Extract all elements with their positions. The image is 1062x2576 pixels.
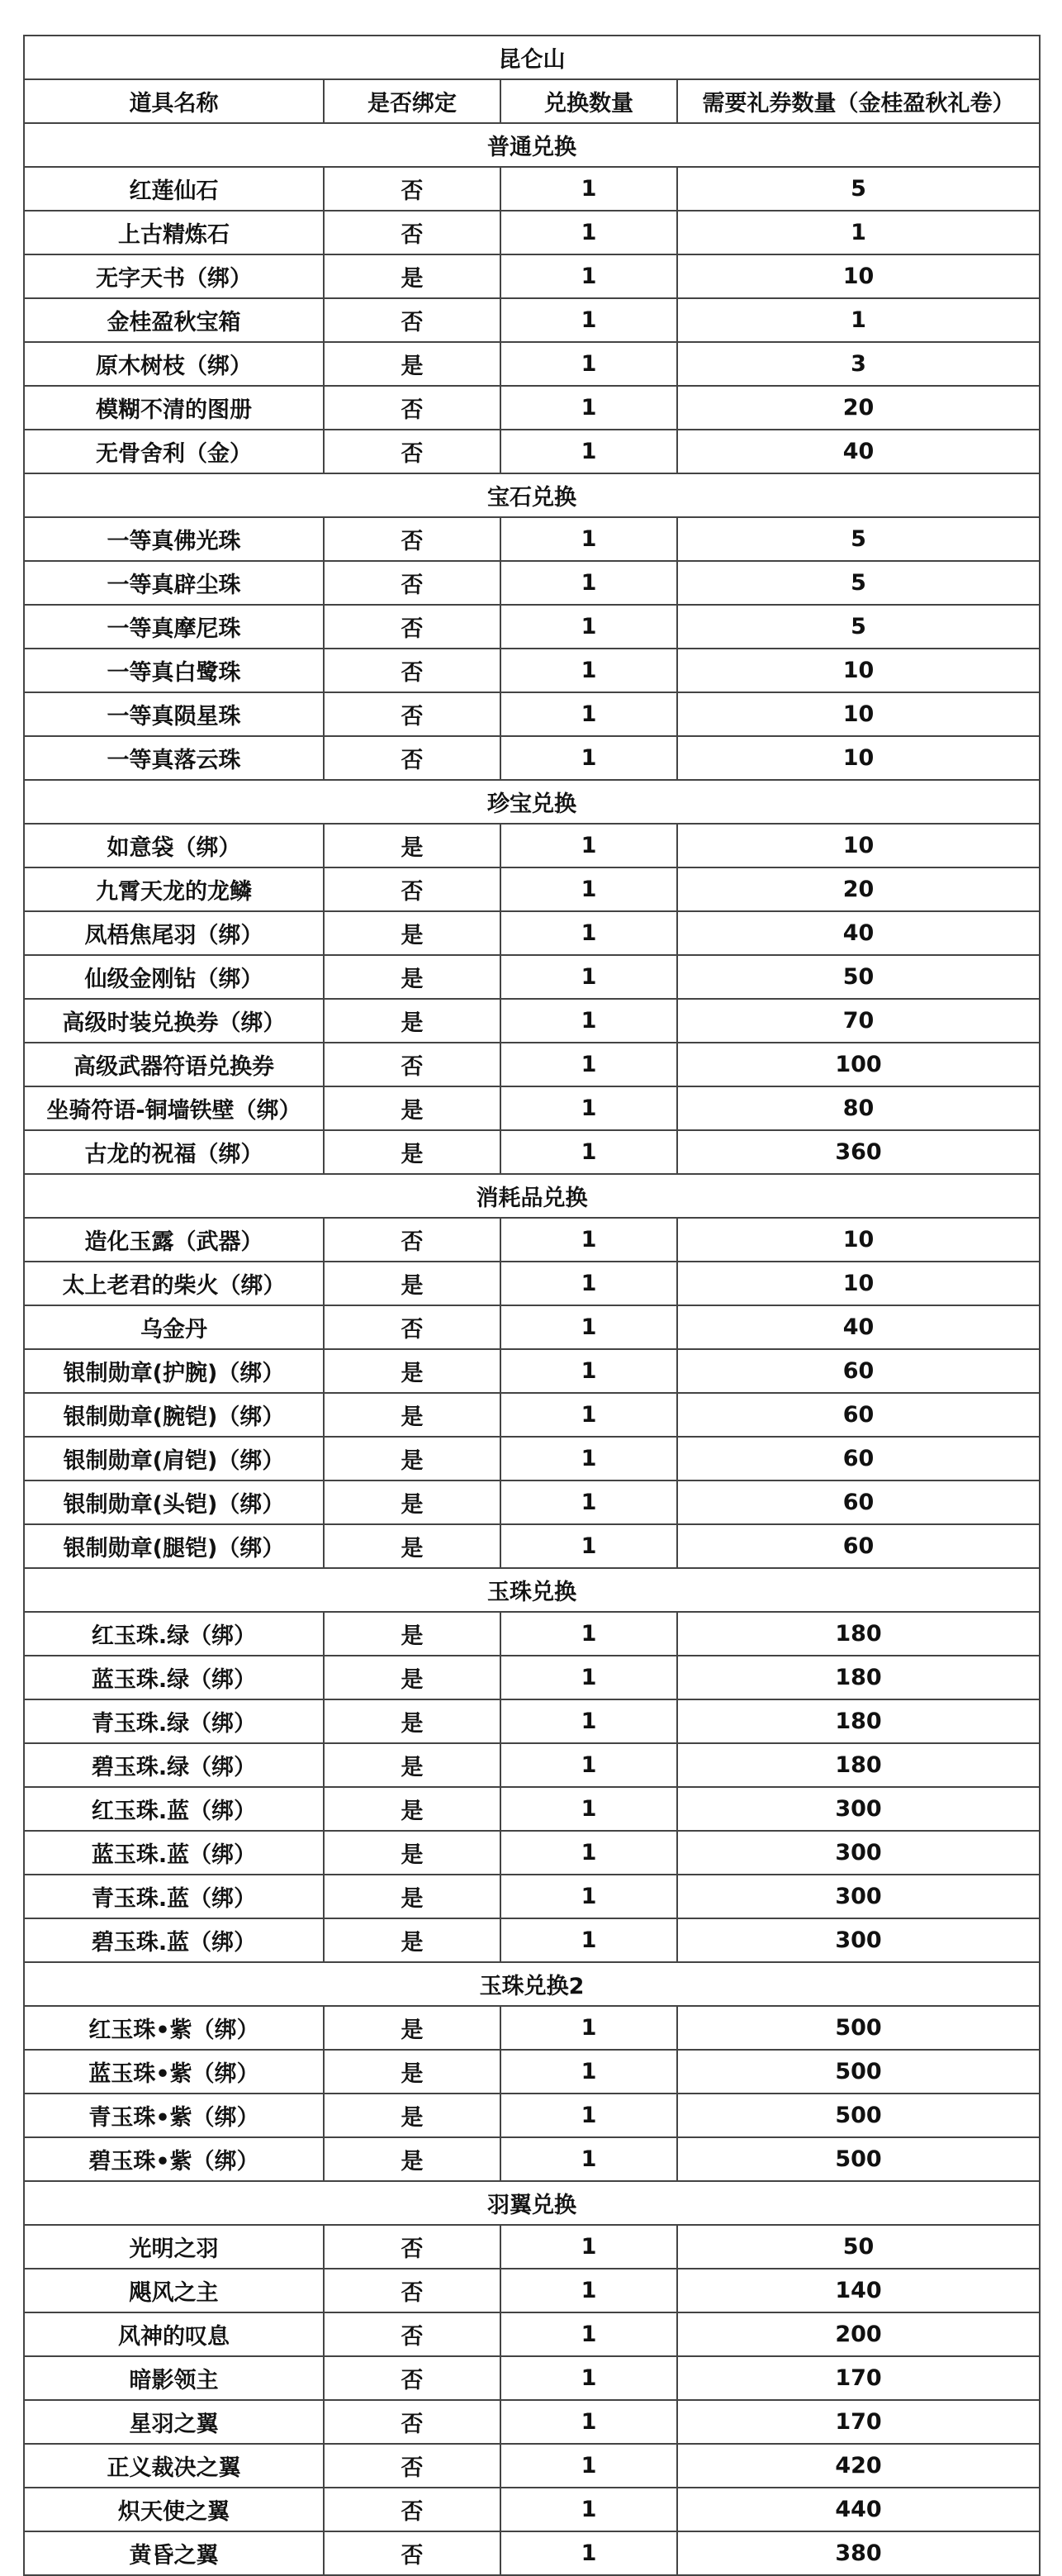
cost-cell: 170	[677, 2400, 1040, 2444]
cost-cell: 380	[677, 2531, 1040, 2575]
quantity-cell: 1	[500, 2137, 677, 2181]
bound-cell: 是	[324, 824, 500, 867]
section-row	[24, 2181, 1040, 2225]
bound-cell: 是	[324, 1393, 500, 1437]
cost-cell: 40	[677, 430, 1040, 473]
table-row	[24, 1875, 1040, 1918]
section-title: 珍宝兑换	[24, 780, 1040, 824]
item-name-cell: 暗影领主	[24, 2356, 324, 2400]
cost-cell: 40	[677, 1305, 1040, 1349]
title-row	[24, 36, 1040, 79]
quantity-cell: 1	[500, 736, 677, 780]
quantity-cell: 1	[500, 2444, 677, 2488]
table-row	[24, 2400, 1040, 2444]
bound-cell: 是	[324, 254, 500, 298]
bound-cell: 是	[324, 1787, 500, 1831]
item-name-cell: 光明之羽	[24, 2225, 324, 2269]
table-row	[24, 692, 1040, 736]
cost-cell: 10	[677, 649, 1040, 692]
table-row	[24, 1699, 1040, 1743]
table-row	[24, 561, 1040, 605]
item-name-cell: 银制勋章(肩铠)（绑）	[24, 1437, 324, 1480]
item-name-cell: 乌金丹	[24, 1305, 324, 1349]
item-name-cell: 高级武器符语兑换券	[24, 1043, 324, 1086]
header-quantity: 兑换数量	[500, 79, 677, 123]
table-row	[24, 1831, 1040, 1875]
item-name-cell: 银制勋章(腕铠)（绑）	[24, 1393, 324, 1437]
bound-cell: 是	[324, 1875, 500, 1918]
bound-cell: 否	[324, 2531, 500, 2575]
exchange-table-body	[24, 36, 1040, 2575]
item-name-cell: 古龙的祝福（绑）	[24, 1130, 324, 1174]
table-row	[24, 2356, 1040, 2400]
header-bound: 是否绑定	[324, 79, 500, 123]
table-row	[24, 1524, 1040, 1568]
section-title: 玉珠兑换	[24, 1568, 1040, 1612]
quantity-cell: 1	[500, 1043, 677, 1086]
table-row	[24, 1262, 1040, 1305]
section-row	[24, 1962, 1040, 2006]
cost-cell: 20	[677, 867, 1040, 911]
item-name-cell: 青玉珠.绿（绑）	[24, 1699, 324, 1743]
item-name-cell: 仙级金刚钻（绑）	[24, 955, 324, 999]
quantity-cell: 1	[500, 1831, 677, 1875]
quantity-cell: 1	[500, 561, 677, 605]
bound-cell: 是	[324, 1086, 500, 1130]
item-name-cell: 红玉珠.蓝（绑）	[24, 1787, 324, 1831]
bound-cell: 否	[324, 736, 500, 780]
table-row	[24, 1743, 1040, 1787]
cost-cell: 60	[677, 1524, 1040, 1568]
quantity-cell: 1	[500, 1875, 677, 1918]
quantity-cell: 1	[500, 824, 677, 867]
quantity-cell: 1	[500, 2400, 677, 2444]
item-name-cell: 上古精炼石	[24, 211, 324, 254]
cost-cell: 10	[677, 736, 1040, 780]
section-title: 玉珠兑换2	[24, 1962, 1040, 2006]
table-row	[24, 2050, 1040, 2094]
table-row	[24, 1437, 1040, 1480]
cost-cell: 10	[677, 1218, 1040, 1262]
item-name-cell: 飓风之主	[24, 2269, 324, 2312]
item-name-cell: 银制勋章(护腕)（绑）	[24, 1349, 324, 1393]
quantity-cell: 1	[500, 342, 677, 386]
table-row	[24, 211, 1040, 254]
table-row	[24, 824, 1040, 867]
bound-cell: 否	[324, 2444, 500, 2488]
item-name-cell: 红莲仙石	[24, 167, 324, 211]
quantity-cell: 1	[500, 692, 677, 736]
bound-cell: 是	[324, 1130, 500, 1174]
table-row	[24, 2137, 1040, 2181]
section-row	[24, 1568, 1040, 1612]
quantity-cell: 1	[500, 2225, 677, 2269]
quantity-cell: 1	[500, 1699, 677, 1743]
table-row	[24, 386, 1040, 430]
item-name-cell: 蓝玉珠•紫（绑）	[24, 2050, 324, 2094]
bound-cell: 否	[324, 692, 500, 736]
bound-cell: 否	[324, 2400, 500, 2444]
cost-cell: 40	[677, 911, 1040, 955]
bound-cell: 是	[324, 911, 500, 955]
quantity-cell: 1	[500, 2312, 677, 2356]
table-row	[24, 2444, 1040, 2488]
cost-cell: 50	[677, 2225, 1040, 2269]
cost-cell: 10	[677, 254, 1040, 298]
section-title: 羽翼兑换	[24, 2181, 1040, 2225]
cost-cell: 3	[677, 342, 1040, 386]
header-cost: 需要礼券数量（金桂盈秋礼卷）	[677, 79, 1040, 123]
quantity-cell: 1	[500, 955, 677, 999]
section-title: 普通兑换	[24, 123, 1040, 167]
cost-cell: 60	[677, 1349, 1040, 1393]
bound-cell: 是	[324, 1918, 500, 1962]
cost-cell: 60	[677, 1393, 1040, 1437]
header-item-name: 道具名称	[24, 79, 324, 123]
quantity-cell: 1	[500, 1524, 677, 1568]
item-name-cell: 碧玉珠.绿（绑）	[24, 1743, 324, 1787]
bound-cell: 是	[324, 2137, 500, 2181]
cost-cell: 5	[677, 561, 1040, 605]
bound-cell: 否	[324, 298, 500, 342]
item-name-cell: 太上老君的柴火（绑）	[24, 1262, 324, 1305]
item-name-cell: 一等真辟尘珠	[24, 561, 324, 605]
cost-cell: 80	[677, 1086, 1040, 1130]
cost-cell: 180	[677, 1656, 1040, 1699]
table-row	[24, 999, 1040, 1043]
bound-cell: 是	[324, 2094, 500, 2137]
item-name-cell: 碧玉珠.蓝（绑）	[24, 1918, 324, 1962]
quantity-cell: 1	[500, 2094, 677, 2137]
cost-cell: 300	[677, 1787, 1040, 1831]
quantity-cell: 1	[500, 386, 677, 430]
quantity-cell: 1	[500, 2488, 677, 2531]
table-row	[24, 517, 1040, 561]
item-name-cell: 正义裁决之翼	[24, 2444, 324, 2488]
quantity-cell: 1	[500, 1393, 677, 1437]
quantity-cell: 1	[500, 1218, 677, 1262]
cost-cell: 500	[677, 2137, 1040, 2181]
bound-cell: 是	[324, 1524, 500, 1568]
bound-cell: 否	[324, 1218, 500, 1262]
cost-cell: 300	[677, 1875, 1040, 1918]
item-name-cell: 一等真陨星珠	[24, 692, 324, 736]
cost-cell: 20	[677, 386, 1040, 430]
table-row	[24, 867, 1040, 911]
cost-cell: 5	[677, 167, 1040, 211]
item-name-cell: 红玉珠•紫（绑）	[24, 2006, 324, 2050]
item-name-cell: 风神的叹息	[24, 2312, 324, 2356]
cost-cell: 70	[677, 999, 1040, 1043]
item-name-cell: 星羽之翼	[24, 2400, 324, 2444]
quantity-cell: 1	[500, 211, 677, 254]
item-name-cell: 红玉珠.绿（绑）	[24, 1612, 324, 1656]
table-row	[24, 1612, 1040, 1656]
cost-cell: 500	[677, 2050, 1040, 2094]
item-name-cell: 青玉珠•紫（绑）	[24, 2094, 324, 2137]
table-row	[24, 1218, 1040, 1262]
item-name-cell: 碧玉珠•紫（绑）	[24, 2137, 324, 2181]
item-name-cell: 青玉珠.蓝（绑）	[24, 1875, 324, 1918]
table-row	[24, 1787, 1040, 1831]
bound-cell: 是	[324, 955, 500, 999]
table-row	[24, 254, 1040, 298]
table-row	[24, 1918, 1040, 1962]
item-name-cell: 一等真摩尼珠	[24, 605, 324, 649]
quantity-cell: 1	[500, 1262, 677, 1305]
table-row	[24, 342, 1040, 386]
bound-cell: 是	[324, 1349, 500, 1393]
table-row	[24, 2312, 1040, 2356]
quantity-cell: 1	[500, 298, 677, 342]
quantity-cell: 1	[500, 1918, 677, 1962]
quantity-cell: 1	[500, 1480, 677, 1524]
bound-cell: 否	[324, 517, 500, 561]
cost-cell: 300	[677, 1831, 1040, 1875]
item-name-cell: 凤梧焦尾羽（绑）	[24, 911, 324, 955]
cost-cell: 170	[677, 2356, 1040, 2400]
bound-cell: 否	[324, 867, 500, 911]
table-row	[24, 298, 1040, 342]
table-row	[24, 1656, 1040, 1699]
quantity-cell: 1	[500, 2006, 677, 2050]
quantity-cell: 1	[500, 254, 677, 298]
table-row	[24, 2006, 1040, 2050]
quantity-cell: 1	[500, 1787, 677, 1831]
bound-cell: 否	[324, 1043, 500, 1086]
quantity-cell: 1	[500, 517, 677, 561]
cost-cell: 10	[677, 824, 1040, 867]
cost-cell: 1	[677, 211, 1040, 254]
quantity-cell: 1	[500, 867, 677, 911]
table-row	[24, 605, 1040, 649]
item-name-cell: 一等真佛光珠	[24, 517, 324, 561]
quantity-cell: 1	[500, 605, 677, 649]
cost-cell: 500	[677, 2006, 1040, 2050]
quantity-cell: 1	[500, 1305, 677, 1349]
bound-cell: 是	[324, 1437, 500, 1480]
cost-cell: 180	[677, 1743, 1040, 1787]
cost-cell: 60	[677, 1480, 1040, 1524]
bound-cell: 否	[324, 561, 500, 605]
bound-cell: 是	[324, 1699, 500, 1743]
exchange-table	[23, 35, 1041, 2576]
quantity-cell: 1	[500, 1130, 677, 1174]
table-row	[24, 955, 1040, 999]
table-row	[24, 1130, 1040, 1174]
bound-cell: 是	[324, 2006, 500, 2050]
bound-cell: 否	[324, 211, 500, 254]
table-row	[24, 1043, 1040, 1086]
bound-cell: 否	[324, 430, 500, 473]
item-name-cell: 银制勋章(腿铠)（绑）	[24, 1524, 324, 1568]
cost-cell: 200	[677, 2312, 1040, 2356]
bound-cell: 否	[324, 605, 500, 649]
table-row	[24, 1349, 1040, 1393]
cost-cell: 100	[677, 1043, 1040, 1086]
table-row	[24, 2225, 1040, 2269]
table-row	[24, 2269, 1040, 2312]
cost-cell: 5	[677, 517, 1040, 561]
bound-cell: 否	[324, 2225, 500, 2269]
bound-cell: 否	[324, 2356, 500, 2400]
bound-cell: 是	[324, 999, 500, 1043]
table-row	[24, 1086, 1040, 1130]
item-name-cell: 九霄天龙的龙鳞	[24, 867, 324, 911]
section-title: 宝石兑换	[24, 473, 1040, 517]
quantity-cell: 1	[500, 649, 677, 692]
bound-cell: 是	[324, 2050, 500, 2094]
section-row	[24, 780, 1040, 824]
cost-cell: 440	[677, 2488, 1040, 2531]
quantity-cell: 1	[500, 1656, 677, 1699]
cost-cell: 300	[677, 1918, 1040, 1962]
item-name-cell: 黄昏之翼	[24, 2531, 324, 2575]
item-name-cell: 原木树枝（绑）	[24, 342, 324, 386]
item-name-cell: 蓝玉珠.绿（绑）	[24, 1656, 324, 1699]
bound-cell: 否	[324, 649, 500, 692]
table-row	[24, 2531, 1040, 2575]
item-name-cell: 如意袋（绑）	[24, 824, 324, 867]
item-name-cell: 蓝玉珠.蓝（绑）	[24, 1831, 324, 1875]
cost-cell: 5	[677, 605, 1040, 649]
item-name-cell: 炽天使之翼	[24, 2488, 324, 2531]
bound-cell: 否	[324, 1305, 500, 1349]
cost-cell: 500	[677, 2094, 1040, 2137]
item-name-cell: 无字天书（绑）	[24, 254, 324, 298]
bound-cell: 否	[324, 386, 500, 430]
section-row	[24, 123, 1040, 167]
section-row	[24, 473, 1040, 517]
quantity-cell: 1	[500, 1086, 677, 1130]
table-row	[24, 1305, 1040, 1349]
bound-cell: 是	[324, 1612, 500, 1656]
table-row	[24, 2094, 1040, 2137]
quantity-cell: 1	[500, 1612, 677, 1656]
table-row	[24, 911, 1040, 955]
quantity-cell: 1	[500, 1743, 677, 1787]
cost-cell: 60	[677, 1437, 1040, 1480]
cost-cell: 50	[677, 955, 1040, 999]
quantity-cell: 1	[500, 911, 677, 955]
bound-cell: 是	[324, 1831, 500, 1875]
item-name-cell: 银制勋章(头铠)（绑）	[24, 1480, 324, 1524]
bound-cell: 是	[324, 1656, 500, 1699]
table-row	[24, 1480, 1040, 1524]
quantity-cell: 1	[500, 2050, 677, 2094]
quantity-cell: 1	[500, 2531, 677, 2575]
bound-cell: 否	[324, 2488, 500, 2531]
item-name-cell: 一等真落云珠	[24, 736, 324, 780]
header-row	[24, 79, 1040, 123]
quantity-cell: 1	[500, 1437, 677, 1480]
item-name-cell: 造化玉露（武器）	[24, 1218, 324, 1262]
section-row	[24, 1174, 1040, 1218]
cost-cell: 1	[677, 298, 1040, 342]
table-row	[24, 430, 1040, 473]
item-name-cell: 高级时装兑换券（绑）	[24, 999, 324, 1043]
bound-cell: 是	[324, 1743, 500, 1787]
cost-cell: 360	[677, 1130, 1040, 1174]
item-name-cell: 一等真白鹭珠	[24, 649, 324, 692]
quantity-cell: 1	[500, 999, 677, 1043]
quantity-cell: 1	[500, 2269, 677, 2312]
table-row	[24, 167, 1040, 211]
bound-cell: 是	[324, 342, 500, 386]
bound-cell: 是	[324, 1480, 500, 1524]
item-name-cell: 无骨舍利（金）	[24, 430, 324, 473]
table-row	[24, 736, 1040, 780]
quantity-cell: 1	[500, 167, 677, 211]
table-row	[24, 649, 1040, 692]
cost-cell: 10	[677, 692, 1040, 736]
cost-cell: 180	[677, 1699, 1040, 1743]
item-name-cell: 金桂盈秋宝箱	[24, 298, 324, 342]
bound-cell: 是	[324, 1262, 500, 1305]
item-name-cell: 坐骑符语-铜墙铁壁（绑）	[24, 1086, 324, 1130]
section-title: 消耗品兑换	[24, 1174, 1040, 1218]
item-name-cell: 模糊不清的图册	[24, 386, 324, 430]
quantity-cell: 1	[500, 430, 677, 473]
table-row	[24, 2488, 1040, 2531]
table-row	[24, 1393, 1040, 1437]
quantity-cell: 1	[500, 2356, 677, 2400]
cost-cell: 420	[677, 2444, 1040, 2488]
cost-cell: 140	[677, 2269, 1040, 2312]
cost-cell: 10	[677, 1262, 1040, 1305]
bound-cell: 否	[324, 2312, 500, 2356]
bound-cell: 否	[324, 2269, 500, 2312]
table-title: 昆仑山	[24, 36, 1040, 79]
bound-cell: 否	[324, 167, 500, 211]
quantity-cell: 1	[500, 1349, 677, 1393]
cost-cell: 180	[677, 1612, 1040, 1656]
